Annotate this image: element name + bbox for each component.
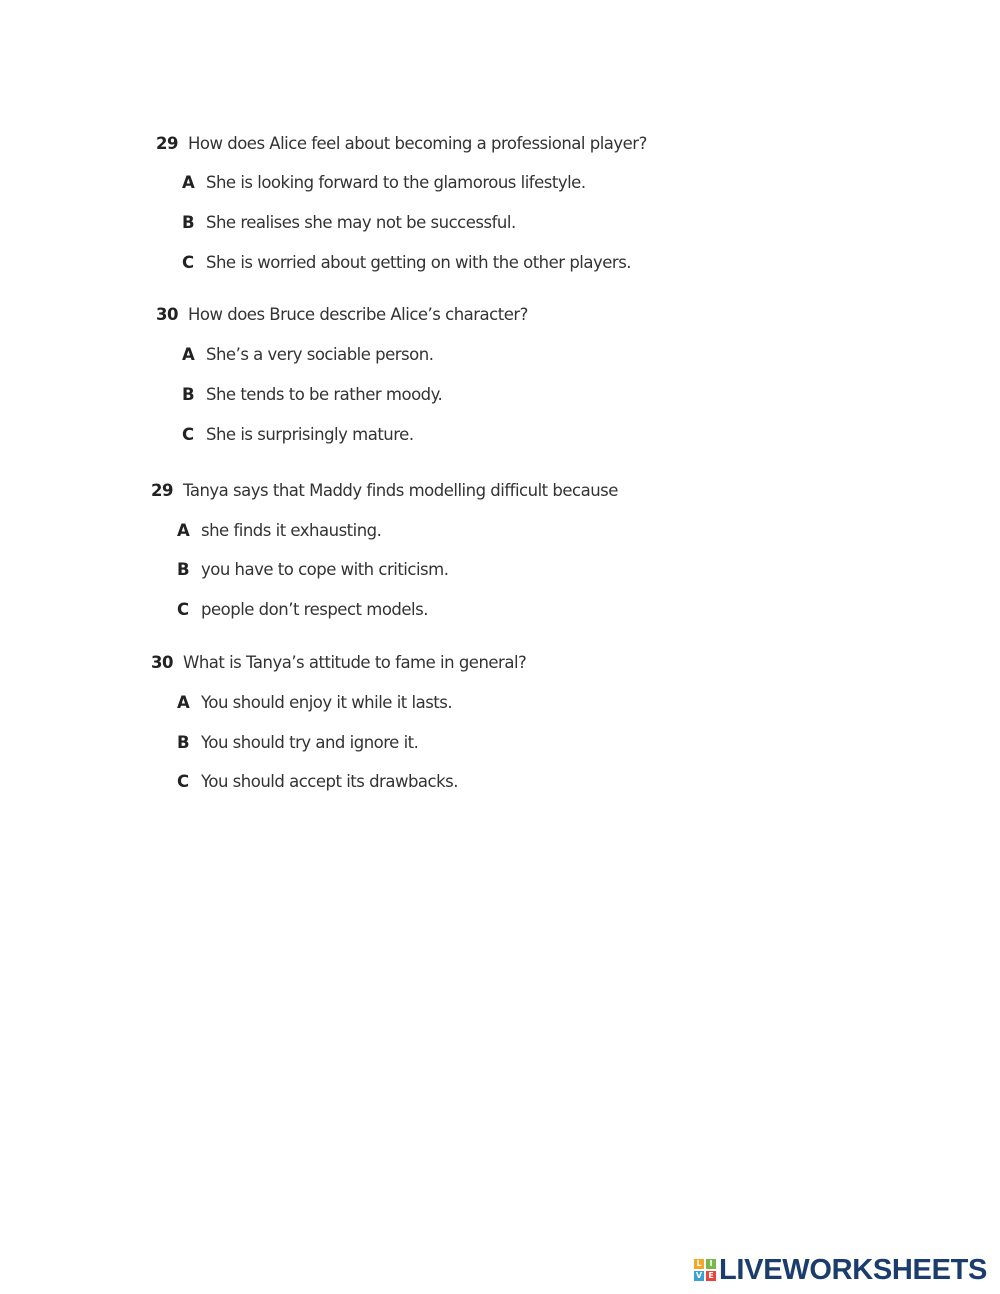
liveworksheets-logo[interactable]: [694, 1255, 987, 1285]
logo-mark-letter: L: [694, 1259, 704, 1269]
option-text: She realises she may not be successful.: [206, 213, 516, 232]
question-text: Tanya says that Maddy finds modelling difficult because: [183, 481, 618, 500]
question-number: 29: [151, 481, 173, 500]
question-text: How does Alice feel about becoming a professional player?: [188, 134, 647, 153]
option-letter: B: [182, 385, 195, 404]
option-letter: B: [177, 560, 190, 579]
option-text: she finds it exhausting.: [201, 521, 382, 540]
option-b[interactable]: [182, 213, 516, 233]
option-text: She tends to be rather moody.: [206, 385, 443, 404]
logo-text: LIVEWORKSHEETS: [719, 1254, 988, 1286]
option-letter: C: [182, 253, 194, 272]
option-c[interactable]: [177, 772, 458, 792]
option-text: She is worried about getting on with the other players.: [206, 253, 632, 272]
question-30-tanya: [151, 653, 526, 673]
option-letter: A: [177, 521, 190, 540]
question-number: 30: [151, 653, 173, 672]
option-text: you have to cope with criticism.: [201, 560, 449, 579]
option-text: She is surprisingly mature.: [206, 425, 414, 444]
question-29-alice: [156, 134, 647, 154]
option-letter: B: [177, 733, 190, 752]
logo-mark-letter: V: [695, 1271, 703, 1280]
option-letter: A: [177, 693, 190, 712]
option-letter: A: [182, 173, 195, 192]
option-a[interactable]: [177, 693, 452, 713]
option-letter: C: [177, 772, 189, 791]
logo-mark-icon: [694, 1259, 716, 1281]
logo-mark-letter: I: [706, 1259, 716, 1269]
option-text: She’s a very sociable person.: [206, 345, 434, 364]
option-a[interactable]: [182, 173, 586, 193]
option-a[interactable]: [177, 521, 381, 541]
option-b[interactable]: [177, 733, 418, 753]
question-30-bruce: [156, 305, 528, 325]
logo-mark-letter: E: [706, 1271, 716, 1281]
option-letter: C: [177, 600, 189, 619]
option-c[interactable]: [182, 253, 631, 273]
option-text: You should accept its drawbacks.: [201, 772, 458, 791]
option-a[interactable]: [182, 345, 433, 365]
option-c[interactable]: [177, 600, 428, 620]
option-c[interactable]: [182, 425, 414, 445]
question-number: 30: [156, 305, 178, 324]
option-text: You should try and ignore it.: [201, 733, 419, 752]
option-letter: C: [182, 425, 194, 444]
question-number: 29: [156, 134, 178, 153]
option-letter: B: [182, 213, 195, 232]
option-text: She is looking forward to the glamorous lifestyle.: [206, 173, 586, 192]
option-b[interactable]: [177, 560, 448, 580]
option-b[interactable]: [182, 385, 442, 405]
option-text: You should enjoy it while it lasts.: [201, 693, 453, 712]
question-text: How does Bruce describe Alice’s character?: [188, 305, 528, 324]
question-text: What is Tanya’s attitude to fame in general?: [183, 653, 527, 672]
option-text: people don’t respect models.: [201, 600, 428, 619]
question-29-tanya: [151, 481, 618, 501]
option-letter: A: [182, 345, 195, 364]
